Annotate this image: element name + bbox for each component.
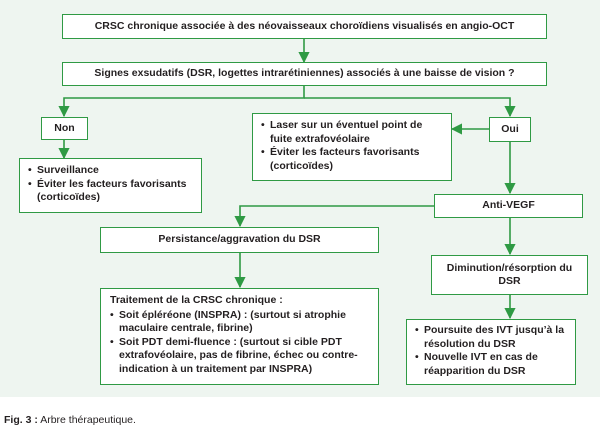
figure-caption [4, 414, 136, 426]
non-action-item: • Surveillance [28, 164, 193, 178]
traitement-node [100, 288, 379, 385]
traitement-title: Traitement de la CRSC chronique : [110, 294, 283, 306]
non-actions-node [19, 158, 202, 213]
traitement-item: • Soit PDT demi-fluence : (surtout si cible PDT extrafovéolaire, pas de fibrine, échec ou contre-indication à un traitement par INSPRA) [110, 336, 369, 377]
arrow-question-to-non [64, 86, 304, 116]
non-node [41, 117, 88, 140]
caption-text: Arbre thérapeutique. [40, 414, 136, 426]
ivt-item: • Nouvelle IVT en cas de réapparition du DSR [415, 351, 567, 378]
question-text: Signes exsudatifs (DSR, logettes intrarétiniennes) associés à une baisse de vision ? [94, 67, 515, 80]
laser-node [252, 113, 452, 181]
antivegf-node [434, 194, 583, 218]
diminution-text: Diminution/résorption du DSR [446, 261, 573, 287]
ivt-node [406, 319, 576, 385]
persistance-text: Persistance/aggravation du DSR [158, 233, 321, 246]
arrow-antivegf-to-persistance [240, 206, 434, 226]
antivegf-text: Anti-VEGF [482, 199, 535, 212]
laser-item: • Éviter les facteurs favorisants (corticoïdes) [261, 146, 443, 173]
question-node [62, 62, 547, 86]
caption-label: Fig. 3 : [4, 414, 38, 426]
root-node [62, 14, 547, 39]
oui-text: Oui [501, 122, 519, 135]
non-action-item: • Éviter les facteurs favorisants (corticoïdes) [28, 178, 193, 205]
diminution-node [431, 255, 588, 295]
ivt-item: • Poursuite des IVT jusqu’à la résolution du DSR [415, 324, 567, 351]
traitement-item: • Soit épléréone (INSPRA) : (surtout si atrophie maculaire centrale, fibrine) [110, 309, 369, 336]
oui-node [489, 117, 531, 142]
persistance-node [100, 227, 379, 253]
non-text: Non [54, 121, 75, 134]
root-text: CRSC chronique associée à des néovaisseaux choroïdiens visualisés en angio-OCT [94, 19, 515, 32]
laser-item: • Laser sur un éventuel point de fuite extrafovéolaire [261, 119, 443, 146]
